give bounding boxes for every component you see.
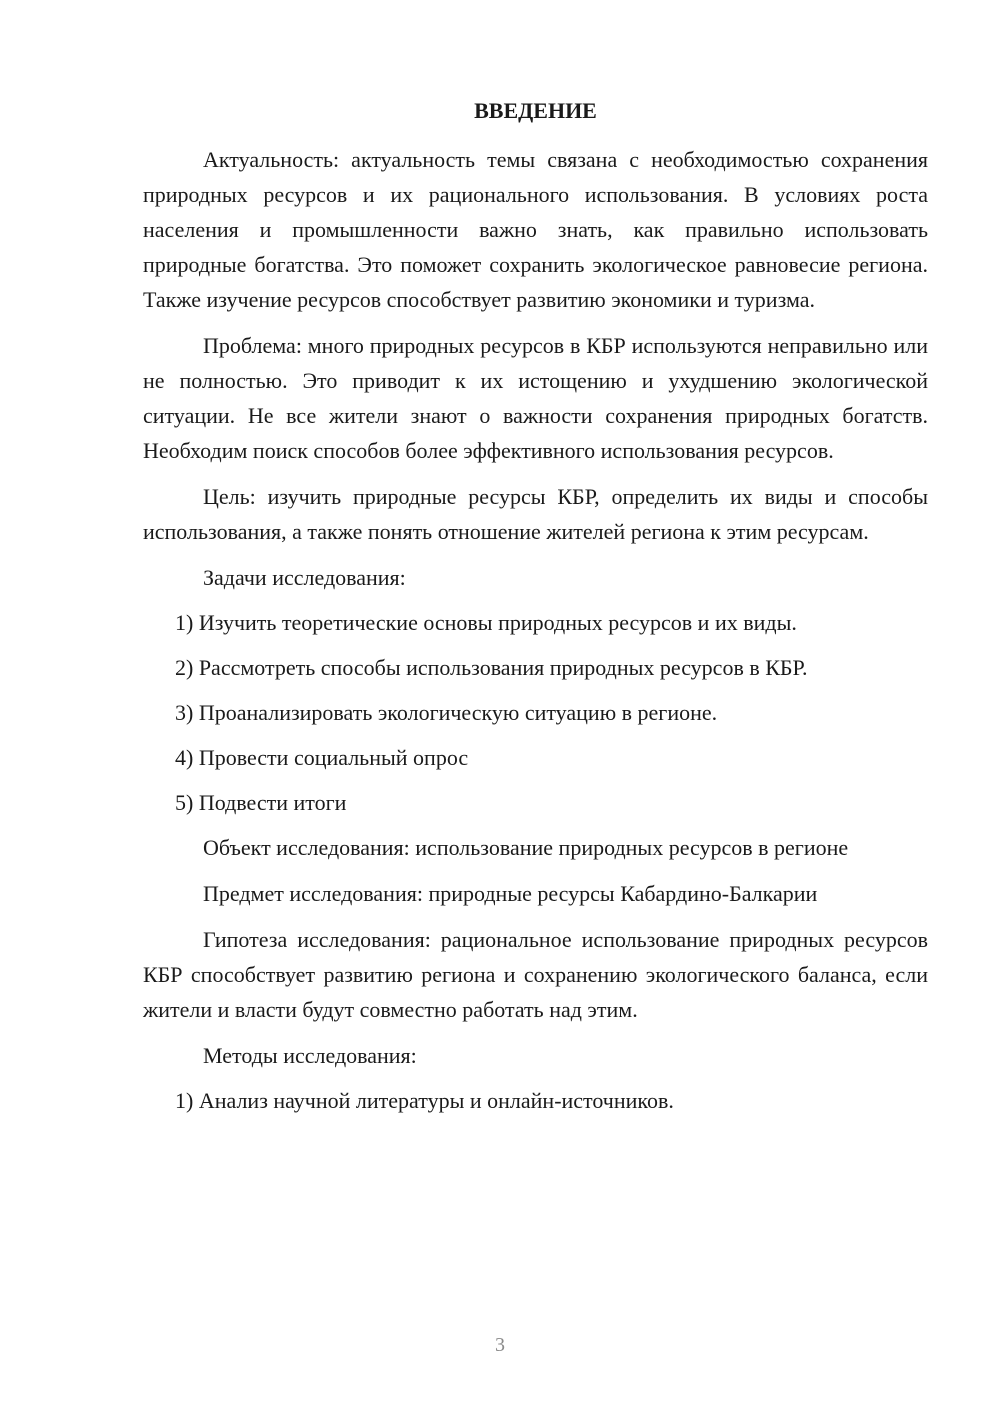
methods-list xyxy=(143,1083,928,1118)
paragraph-hypothesis: Гипотеза исследования: рациональное использование природных ресурсов КБР способствует развитию региона и сохранению экологического баланса, если жители и власти будут совместно работать над этим. xyxy=(143,927,928,1022)
list-item: 3) Проанализировать экологическую ситуацию в регионе. xyxy=(175,700,718,725)
list-item: 4) Провести социальный опрос xyxy=(175,745,469,770)
list-item: 1) Анализ научной литературы и онлайн-источников. xyxy=(175,1088,674,1113)
paragraph-relevance: Актуальность: актуальность темы связана с необходимостью сохранения природных ресурсов и их рационального использования. В условиях роста населения и промышленности важно знать, как правильно использовать природные богатства. Это поможет сохранить экологическое равновесие региона. Также изучение ресурсов способствует развитию экономики и туризма. xyxy=(143,147,928,312)
list-item: 2) Рассмотреть способы использования природных ресурсов в КБР. xyxy=(175,655,808,680)
list-item: 1) Изучить теоретические основы природных ресурсов и их виды. xyxy=(175,610,797,635)
paragraph-subject: Предмет исследования: природные ресурсы Кабардино-Балкарии xyxy=(203,881,818,906)
page-number: 3 xyxy=(495,1334,505,1356)
list-item: 5) Подвести итоги xyxy=(175,790,347,815)
paragraph-goal: Цель: изучить природные ресурсы КБР, определить их виды и способы использования, а также понять отношение жителей региона к этим ресурсам. xyxy=(143,484,928,544)
methods-heading: Методы исследования: xyxy=(203,1043,417,1068)
tasks-heading: Задачи исследования: xyxy=(203,565,406,590)
page-title: ВВЕДЕНИЕ xyxy=(474,98,597,123)
tasks-list xyxy=(143,605,928,820)
document-page xyxy=(143,96,928,1128)
paragraph-problem: Проблема: много природных ресурсов в КБР используются неправильно или не полностью. Это приводит к их истощению и ухудшению экологической ситуации. Не все жители знают о важности сохранения природных богатств. Необходим поиск способов более эффективного использования ресурсов. xyxy=(143,333,928,463)
paragraph-object: Объект исследования: использование природных ресурсов в регионе xyxy=(203,835,849,860)
